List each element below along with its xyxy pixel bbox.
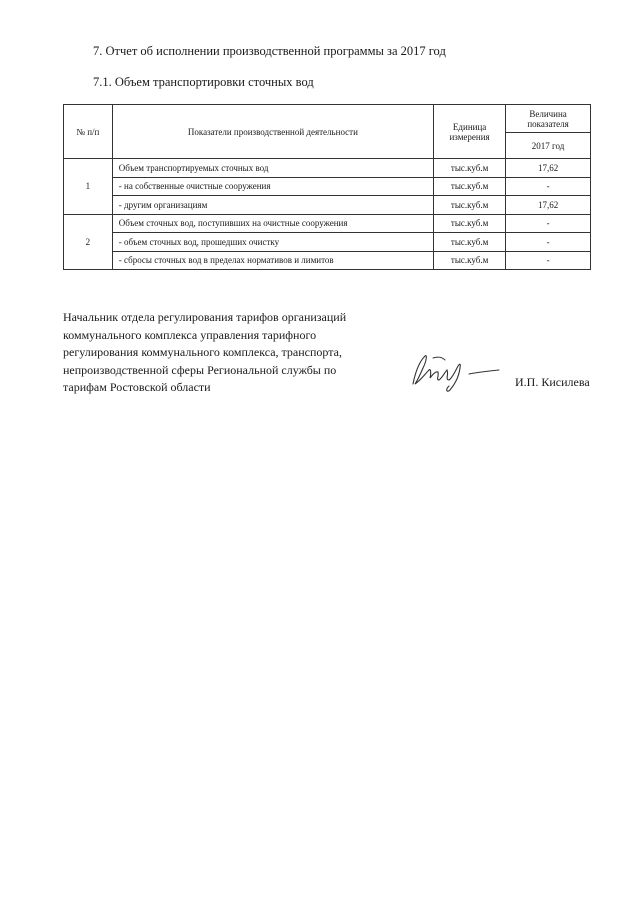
row-unit: тыс.куб.м [434,251,506,270]
row-indicator: Объем сточных вод, поступивших на очистные сооружения [112,214,433,233]
signer-line: Начальник отдела регулирования тарифов организаций [63,310,347,324]
table-row [64,233,591,252]
row-value: - [506,214,591,233]
signer-title [63,309,393,397]
table-row [64,196,591,215]
row-value: - [506,251,591,270]
row-number: 1 [64,159,113,215]
header-number: № п/п [64,105,113,159]
row-value: - [506,233,591,252]
table-row [64,177,591,196]
row-value: 17,62 [506,196,591,215]
row-value: 17,62 [506,159,591,178]
row-unit: тыс.куб.м [434,177,506,196]
table-header-row [64,105,591,133]
signer-name: И.П. Кисилева [515,375,590,389]
table-row [64,159,591,178]
row-unit: тыс.куб.м [434,214,506,233]
row-indicator: - объем сточных вод, прошедших очистку [112,233,433,252]
section-heading: 7. Отчет об исполнении производственной программы за 2017 год [93,44,446,58]
row-indicator: Объем транспортируемых сточных вод [112,159,433,178]
row-indicator: - на собственные очистные сооружения [112,177,433,196]
table-row [64,251,591,270]
header-year: 2017 год [506,133,591,159]
row-unit: тыс.куб.м [434,159,506,178]
row-unit: тыс.куб.м [434,196,506,215]
row-indicator: - другим организациям [112,196,433,215]
header-value: Величина показателя [506,105,591,133]
signer-line: непроизводственной сферы Региональной службы по [63,362,337,377]
row-unit: тыс.куб.м [434,233,506,252]
table-row [64,214,591,233]
subsection-heading: 7.1. Объем транспортировки сточных вод [93,75,314,89]
handwritten-signature [405,350,505,392]
header-indicator: Показатели производственной деятельности [112,105,433,159]
header-unit: Единица измерения [434,105,506,159]
row-number: 2 [64,214,113,270]
wastewater-volume-table [63,104,591,270]
signer-line: коммунального комплекса управления тарифного [63,327,317,342]
signer-line: тарифам Ростовской области [63,380,211,394]
signer-line: регулирования коммунального комплекса, транспорта, [63,345,342,359]
row-indicator: - сбросы сточных вод в пределах нормативов и лимитов [112,251,433,270]
row-value: - [506,177,591,196]
